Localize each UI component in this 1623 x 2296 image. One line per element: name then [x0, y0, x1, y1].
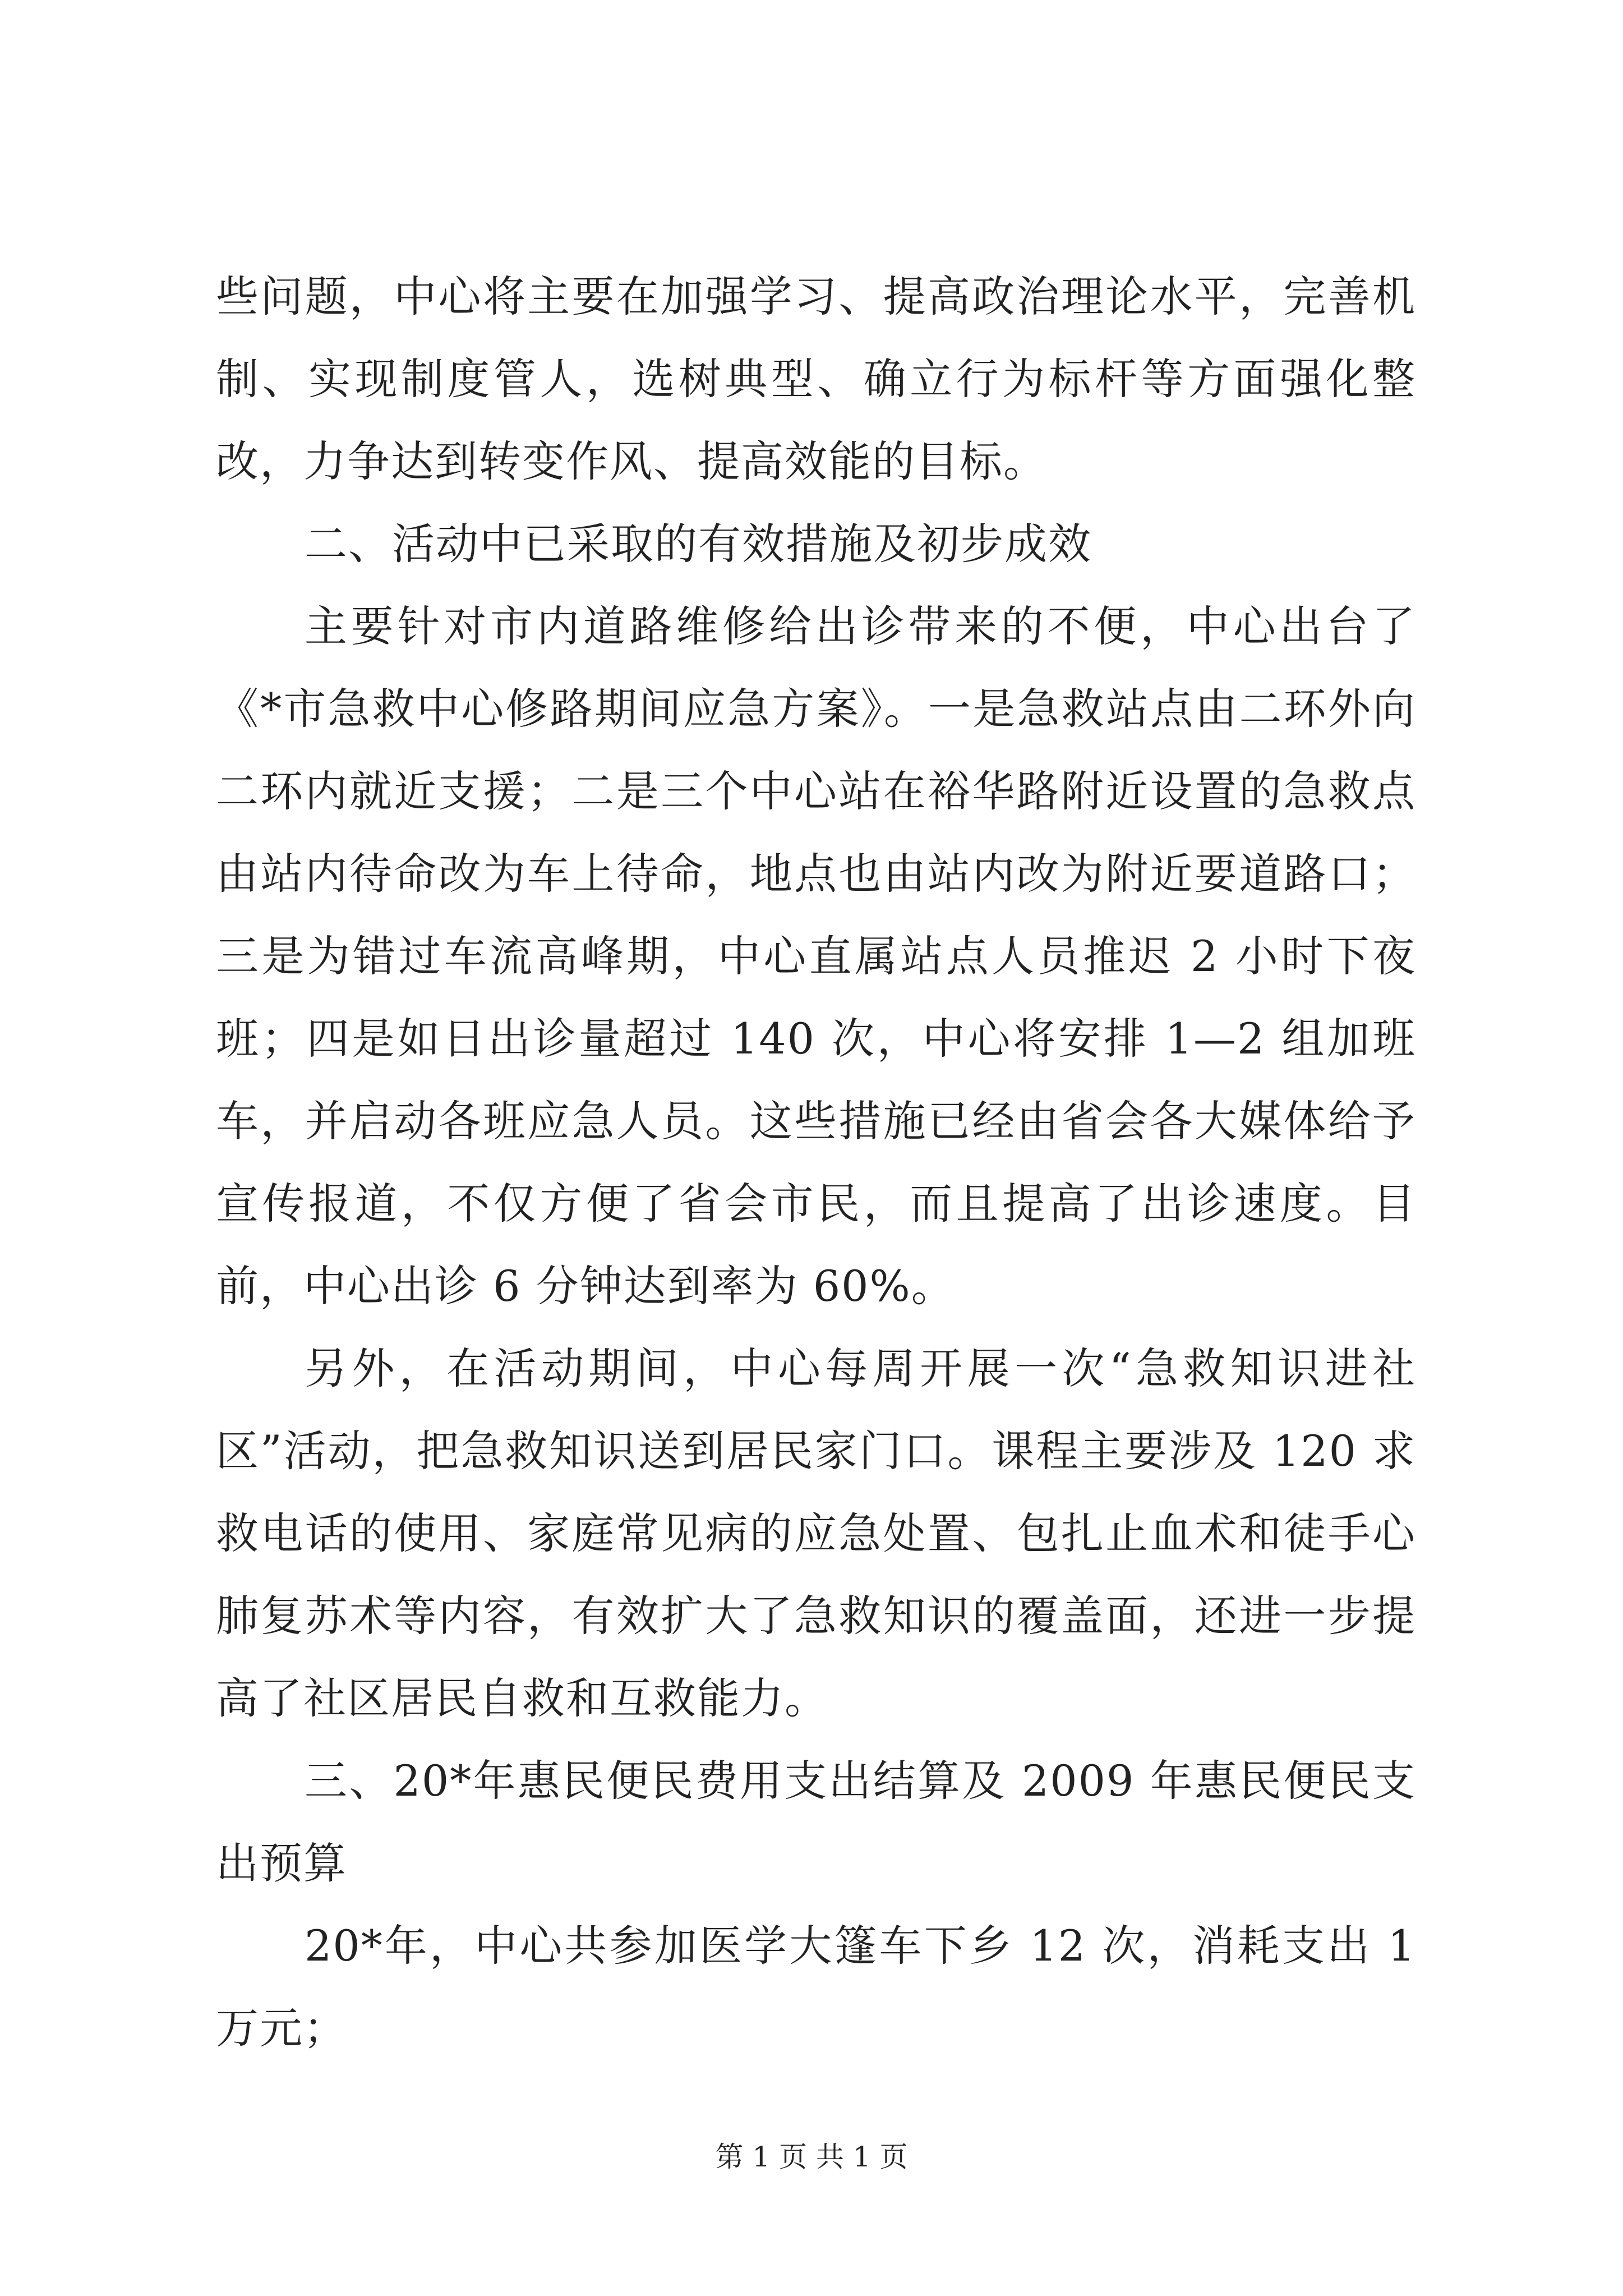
section-heading-3: 三、20*年惠民便民费用支出结算及 2009 年惠民便民支出预算 — [216, 1756, 1416, 1888]
paragraph-expenditure: 20*年，中心共参加医学大篷车下乡 12 次，消耗支出 1 万元； — [216, 1921, 1416, 2053]
paragraph-community-activity: 另外，在活动期间，中心每周开展一次“急救知识进社区”活动，把急救知识送到居民家门口。课程主要涉及 120 求救电话的使用、家庭常见病的应急处置、包扎止血术和徒手心肺复苏术等内容，有效扩大了急救知识的覆盖面，还进一步提高了社区居民自救和互救能力。 — [216, 1343, 1416, 1723]
paragraph-continuation: 些问题，中心将主要在加强学习、提高政治理论水平，完善机制、实现制度管人，选树典型、确立行为标杆等方面强化整改，力争达到转变作风、提高效能的目标。 — [216, 272, 1416, 486]
paragraph-emergency-plan: 主要针对市内道路维修给出诊带来的不便，中心出台了《*市急救中心修路期间应急方案》。一是急救站点由二环外向二环内就近支援；二是三个中心站在裕华路附近设置的急救点由站内待命改为车上待命，地点也由站内改为附近要道路口；三是为错过车流高峰期，中心直属站点人员推迟 2 小时下夜班；四是如日出诊量超过 140 次，中心将安排 1—2 组加班车，并启动各班应急人员。这些措施已经由省会各大媒体给予宣传报道，不仅方便了省会市民，而且提高了出诊速度。目前，中心出诊 6 分钟达到率为 60%。 — [216, 601, 1416, 1311]
page-footer: 第 1 页 共 1 页 — [715, 2141, 908, 2173]
section-heading-2: 二、活动中已采取的有效措施及初步成效 — [305, 519, 1092, 569]
document-body — [216, 255, 1416, 2069]
